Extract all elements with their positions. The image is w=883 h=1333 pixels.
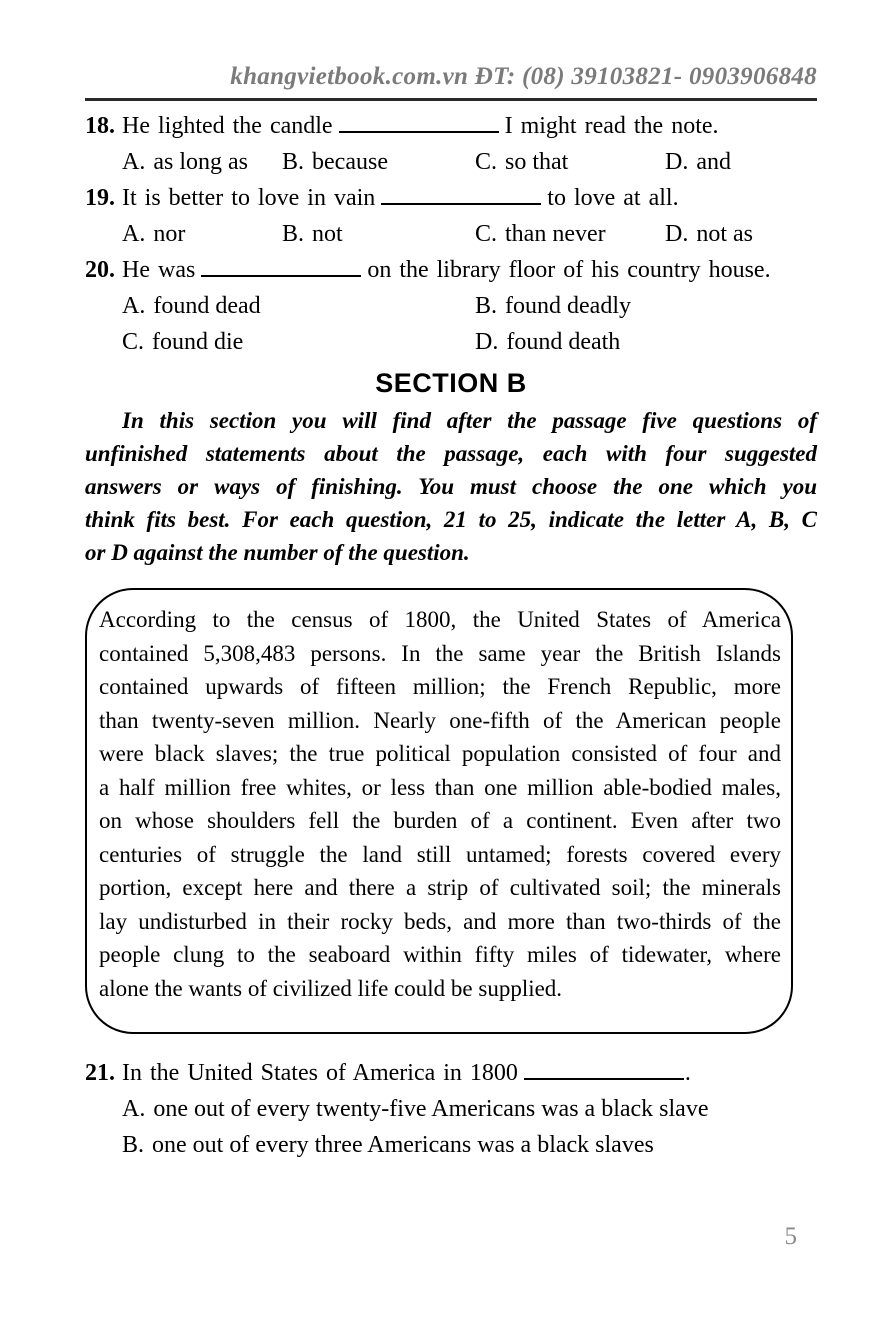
passage-line: a half million free whites, or less than one million able-bodied males, — [99, 774, 781, 800]
page-content — [85, 101, 817, 1163]
page-header — [85, 60, 817, 94]
option-letter: A. — [122, 293, 146, 319]
question-18-option-a — [122, 144, 282, 180]
question-18-answer-blank — [339, 131, 499, 133]
question-19-number: 19. — [85, 185, 115, 211]
section-b-title: SECTION B — [375, 368, 527, 398]
option-letter: B. — [282, 149, 305, 175]
option-letter: A. — [122, 1096, 146, 1122]
question-21-option-b — [85, 1127, 817, 1163]
question-18-line — [85, 108, 817, 144]
reading-passage-box — [85, 588, 793, 1034]
question-20-answer-blank — [201, 275, 361, 277]
option-text: and — [696, 149, 731, 175]
page-number: 5 — [784, 1223, 797, 1250]
question-20-option-d — [475, 324, 817, 360]
option-text: not as — [696, 221, 754, 247]
question-18-text-before: He lighted the candle — [122, 113, 333, 139]
question-20-options-row-2 — [85, 324, 817, 360]
question-20-text-after: on the library floor of his country house. — [367, 257, 771, 283]
question-18-option-c — [475, 144, 665, 180]
question-19-option-c — [475, 216, 665, 252]
passage-line: portion, except here and there a strip of cultivated soil; the minerals — [99, 875, 781, 900]
question-19-text-before: It is better to love in vain — [122, 185, 376, 211]
option-text: nor — [153, 221, 186, 247]
instructions-line: answers or ways of finishing. You must choose the one which you — [85, 474, 817, 499]
question-20-option-a — [122, 288, 475, 324]
question-19-option-b — [282, 216, 475, 252]
question-21-option-a — [85, 1091, 817, 1127]
option-text: because — [312, 149, 388, 175]
question-20-number: 20. — [85, 257, 115, 283]
section-b-instructions — [85, 404, 817, 569]
option-text: so that — [505, 149, 569, 175]
option-letter: D. — [665, 221, 689, 247]
passage-line: alone the wants of civilized life could be supplied. — [99, 975, 563, 1001]
passage-line: than twenty-seven million. Nearly one-fifth of the American people — [99, 707, 781, 733]
header-site-text: khangvietbook.com.vn ĐT: (08) 39103821- 0903906848 — [230, 63, 817, 90]
question-20-text-before: He was — [122, 257, 196, 283]
question-20-line — [85, 252, 817, 288]
question-21-answer-blank — [524, 1078, 684, 1080]
option-letter: C. — [475, 221, 498, 247]
option-text: one out of every twenty-five Americans was a black slave — [153, 1096, 709, 1122]
question-20-options-row-1 — [85, 288, 817, 324]
question-20-option-b — [475, 288, 817, 324]
question-18-number: 18. — [85, 113, 115, 139]
option-text: as long as — [153, 149, 248, 175]
passage-line: were black slaves; the true political population consisted of four and — [99, 741, 781, 766]
question-21-text-before: In the United States of America in 1800 — [122, 1060, 518, 1086]
option-text: than never — [505, 221, 606, 247]
option-text: not — [312, 221, 343, 247]
option-letter: A. — [122, 221, 146, 247]
instructions-line: In this section you will find after the passage five questions of — [122, 408, 817, 433]
question-20-option-c — [122, 324, 475, 360]
instructions-line: or D against the number of the question. — [85, 540, 470, 565]
question-21-number: 21. — [85, 1060, 115, 1086]
option-letter: B. — [122, 1132, 145, 1158]
option-text: found deadly — [505, 293, 631, 319]
question-18-options-row — [85, 144, 817, 180]
question-21-line — [85, 1055, 817, 1091]
question-19-line — [85, 180, 817, 216]
question-19-options-row — [85, 216, 817, 252]
option-text: one out of every three Americans was a black slaves — [152, 1132, 654, 1158]
question-21-block — [85, 1055, 817, 1163]
passage-line: contained upwards of fifteen million; the French Republic, more — [99, 674, 781, 699]
option-letter: C. — [475, 149, 498, 175]
passage-line: contained 5,308,483 persons. In the same year the British Islands — [99, 640, 781, 666]
option-letter: B. — [475, 293, 498, 319]
passage-line: on whose shoulders fell the burden of a continent. Even after two — [99, 808, 781, 833]
option-letter: B. — [282, 221, 305, 247]
question-19-answer-blank — [381, 203, 541, 205]
passage-line: centuries of struggle the land still untamed; forests covered every — [99, 841, 781, 867]
instructions-line: unfinished statements about the passage, each with four suggested — [85, 441, 817, 466]
option-text: found dead — [153, 293, 261, 319]
option-letter: A. — [122, 149, 146, 175]
question-19-option-a — [122, 216, 282, 252]
passage-line: lay undisturbed in their rocky beds, and more than two-thirds of the — [99, 908, 781, 934]
option-letter: D. — [475, 329, 499, 355]
question-19-text-after: to love at all. — [547, 185, 679, 211]
question-18-option-b — [282, 144, 475, 180]
option-letter: C. — [122, 329, 145, 355]
passage-line: According to the census of 1800, the United States of America — [99, 607, 781, 632]
book-page — [0, 60, 883, 1333]
question-18-text-after: I might read the note. — [504, 113, 719, 139]
instructions-line: think fits best. For each question, 21 to 25, indicate the letter A, B, C — [85, 507, 817, 532]
option-text: found death — [506, 329, 621, 355]
question-18-option-d — [665, 144, 817, 180]
question-19-option-d — [665, 216, 817, 252]
option-letter: D. — [665, 149, 689, 175]
passage-line: people clung to the seaboard within fifty miles of tidewater, where — [99, 942, 781, 967]
question-21-text-after: . — [684, 1060, 691, 1086]
option-text: found die — [152, 329, 244, 355]
